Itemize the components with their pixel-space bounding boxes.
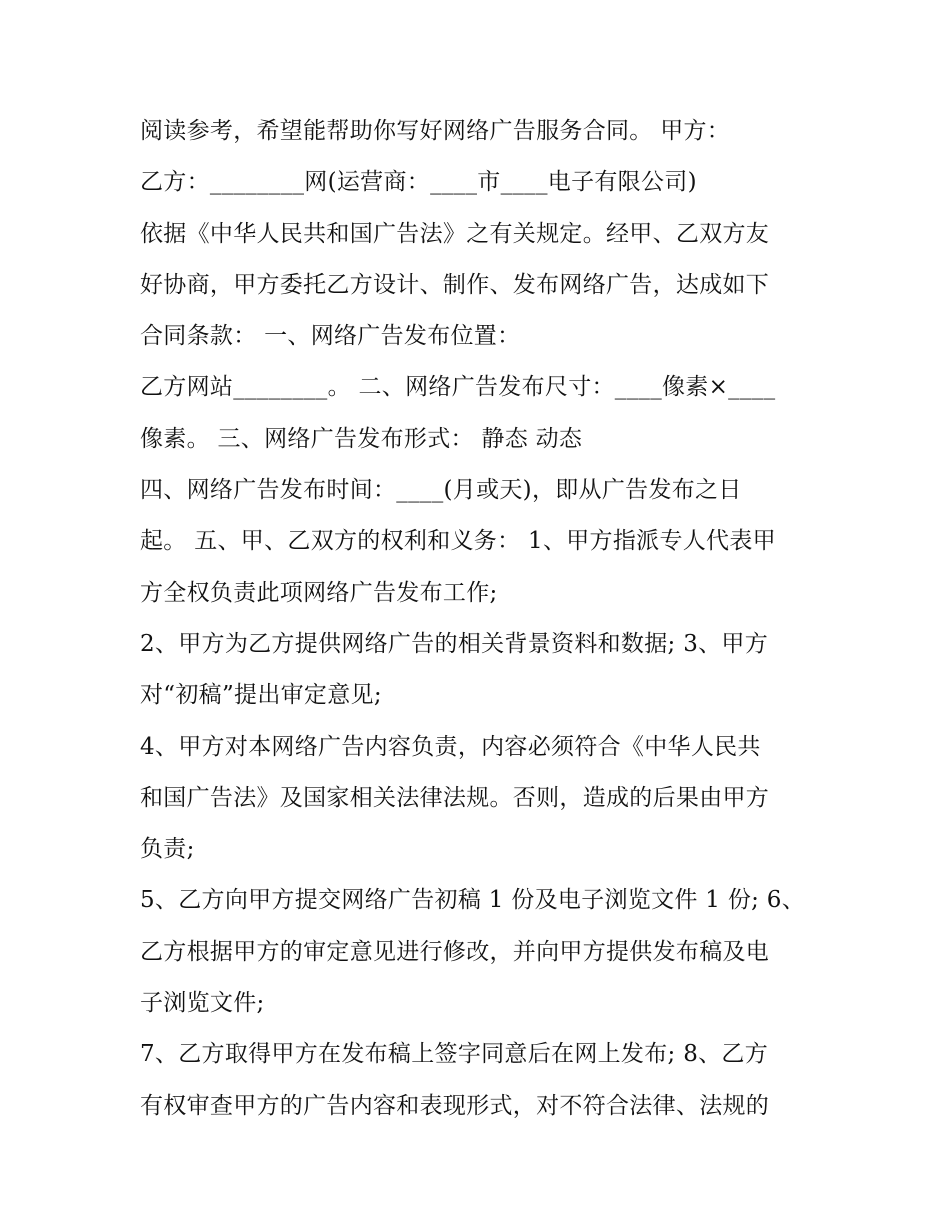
text-line-1: 阅读参考，希望能帮助你写好网络广告服务合同。 甲方： <box>140 118 731 144</box>
text-line-2: 乙方：________网(运营商：____市____电子有限公司) <box>140 169 697 196</box>
text-line-7: 像素。 三、网络广告发布形式： 静态 动态 <box>140 425 583 452</box>
text-line-13: 4、甲方对本网络广告内容负责，内容必须符合《中华人民共 <box>140 733 761 760</box>
text-line-16: 5、乙方向甲方提交网络广告初稿 1 份及电子浏览文件 1 份; 6、 <box>140 887 806 914</box>
text-line-20: 有权审查甲方的广告内容和表现形式，对不符合法律、法规的 <box>140 1092 770 1119</box>
text-line-14: 和国广告法》及国家相关法律法规。否则，造成的后果由甲方 <box>140 784 770 811</box>
text-line-9: 起。 五、甲、乙双方的权利和义务： 1、甲方指派专人代表甲 <box>140 528 776 555</box>
text-line-4: 好协商，甲方委托乙方设计、制作、发布网络广告，达成如下 <box>140 271 770 298</box>
text-line-5: 合同条款： 一、网络广告发布位置： <box>140 323 521 350</box>
contract-text <box>140 106 830 1132</box>
text-line-17: 乙方根据甲方的审定意见进行修改，并向甲方提供发布稿及电 <box>140 938 770 965</box>
text-line-3: 依据《中华人民共和国广告法》之有关规定。经甲、乙双方友 <box>140 220 770 247</box>
text-line-18: 子浏览文件; <box>140 990 265 1017</box>
text-line-10: 方全权负责此项网络广告发布工作; <box>140 579 498 606</box>
text-line-12: 对“初稿”提出审定意见; <box>140 682 382 709</box>
text-line-11: 2、甲方为乙方提供网络广告的相关背景资料和数据; 3、甲方 <box>140 630 769 657</box>
text-line-15: 负责; <box>140 836 195 863</box>
text-line-19: 7、乙方取得甲方在发布稿上签字同意后在网上发布; 8、乙方 <box>140 1041 769 1068</box>
text-line-8: 四、网络广告发布时间：____(月或天)，即从广告发布之日 <box>140 477 742 504</box>
text-line-6: 乙方网站________。 二、网络广告发布尺寸：____像素×____ <box>140 374 776 401</box>
